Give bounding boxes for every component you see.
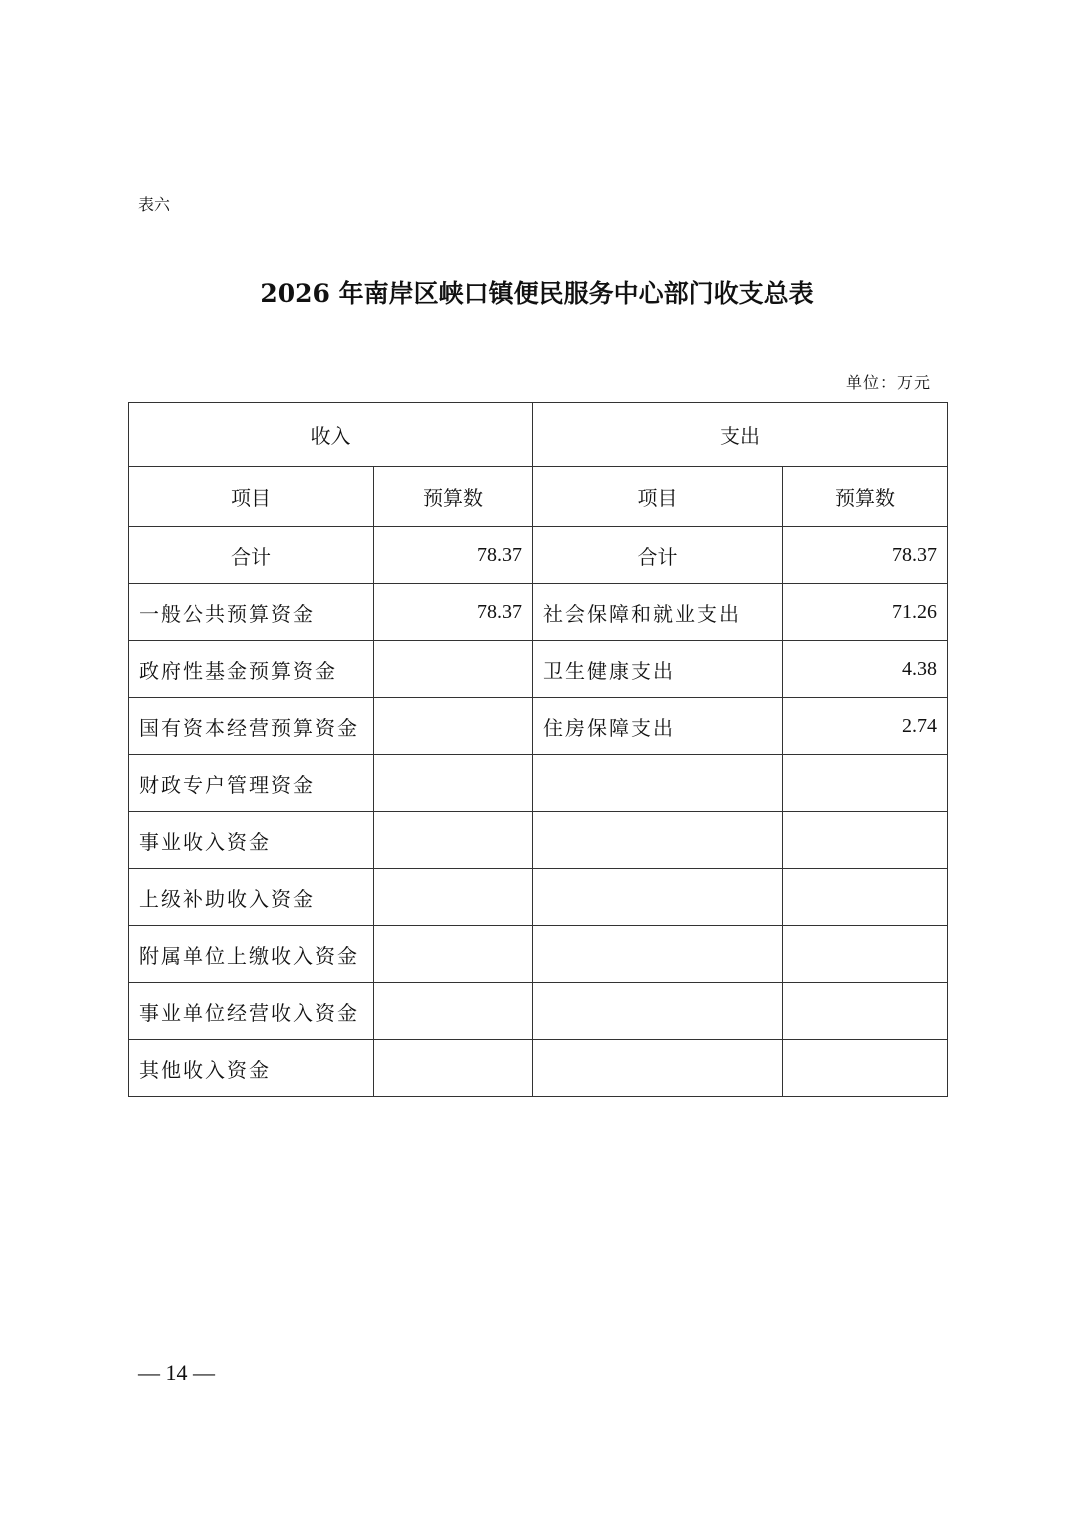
expense-value-cell [783,869,948,926]
expense-value-cell [783,983,948,1040]
expense-item-cell [533,755,783,812]
expense-item-header: 项目 [533,467,783,527]
expense-value-cell [783,1040,948,1097]
income-item-cell: 事业单位经营收入资金 [129,983,374,1040]
table-row [129,926,948,983]
expense-budget-header: 预算数 [783,467,948,527]
table-row [129,869,948,926]
income-value-cell [374,1040,533,1097]
table-number-label: 表六 [138,195,171,214]
page-title: 2026 年南岸区峡口镇便民服务中心部门收支总表 [260,279,814,308]
unit-label: 单位：万元 [846,373,932,392]
expense-item-cell [533,926,783,983]
total-row [129,527,948,584]
income-item-cell: 一般公共预算资金 [129,584,374,641]
income-total-label: 合计 [129,527,374,584]
expense-item-cell [533,1040,783,1097]
expense-item-cell: 社会保障和就业支出 [533,584,783,641]
expense-item-cell: 住房保障支出 [533,698,783,755]
income-item-cell: 其他收入资金 [129,1040,374,1097]
page-number: — 14 — [138,1360,215,1385]
table-row [129,698,948,755]
income-value-cell [374,641,533,698]
table-row [129,584,948,641]
income-item-cell: 上级补助收入资金 [129,869,374,926]
budget-table-body [129,403,948,1097]
expense-item-cell [533,812,783,869]
income-value-cell [374,698,533,755]
income-value-cell: 78.37 [374,584,533,641]
income-item-header: 项目 [129,467,374,527]
income-value-cell [374,983,533,1040]
income-item-cell: 政府性基金预算资金 [129,641,374,698]
income-value-cell [374,869,533,926]
expense-value-cell [783,926,948,983]
expense-value-cell: 2.74 [783,698,948,755]
expense-value-cell: 4.38 [783,641,948,698]
expense-item-cell [533,983,783,1040]
expense-item-cell [533,869,783,926]
section-header-row [129,403,948,467]
income-item-cell: 国有资本经营预算资金 [129,698,374,755]
budget-table [128,402,948,1097]
income-value-cell [374,926,533,983]
table-row [129,755,948,812]
expense-total-value: 78.37 [783,527,948,584]
expense-value-cell [783,812,948,869]
income-item-cell: 事业收入资金 [129,812,374,869]
expense-total-label: 合计 [533,527,783,584]
income-item-cell: 财政专户管理资金 [129,755,374,812]
expense-item-cell: 卫生健康支出 [533,641,783,698]
table-row [129,641,948,698]
expense-value-cell: 71.26 [783,584,948,641]
column-header-row [129,467,948,527]
income-total-value: 78.37 [374,527,533,584]
table-row [129,812,948,869]
table-row [129,983,948,1040]
income-item-cell: 附属单位上缴收入资金 [129,926,374,983]
income-budget-header: 预算数 [374,467,533,527]
expense-value-cell [783,755,948,812]
income-value-cell [374,755,533,812]
income-value-cell [374,812,533,869]
income-section-header: 收入 [129,403,533,467]
table-row [129,1040,948,1097]
expense-section-header: 支出 [533,403,948,467]
